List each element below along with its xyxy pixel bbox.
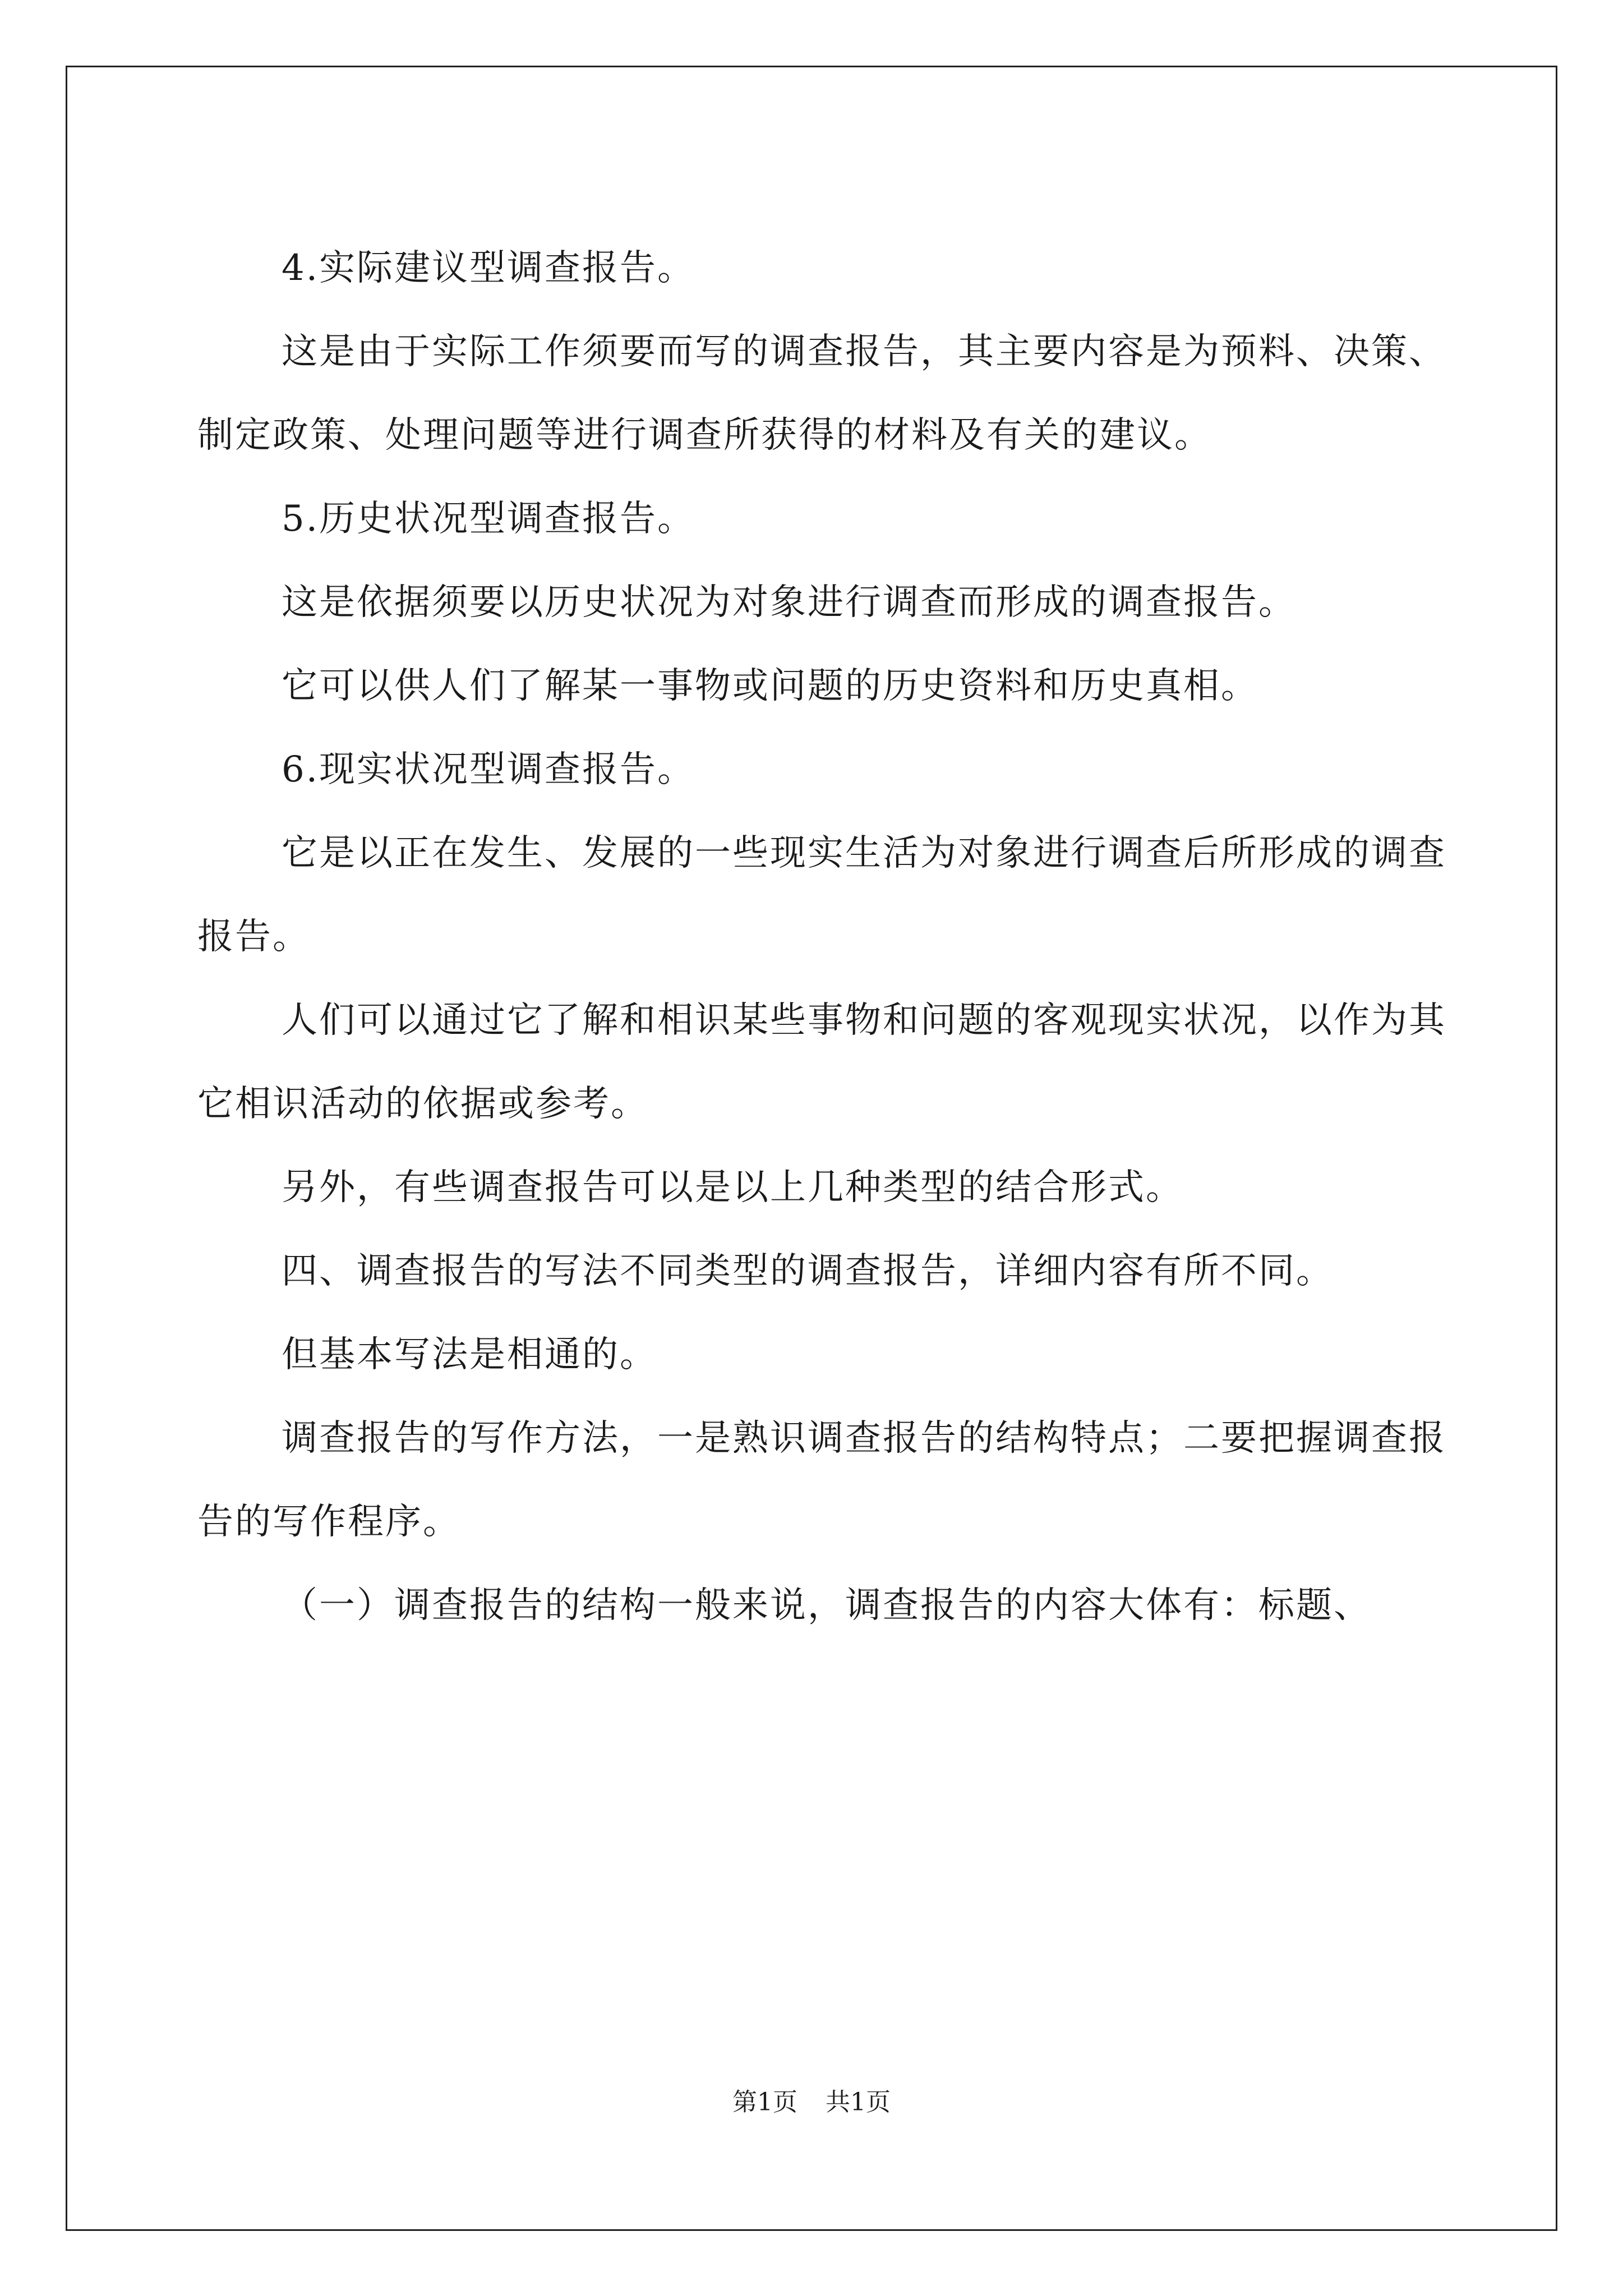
paragraph: 这是由于实际工作须要而写的调查报告，其主要内容是为预料、决策、制定政策、处理问题等进行调查所获得的材料及有关的建议。 <box>197 331 1446 456</box>
paragraph: 调查报告的写作方法，一是熟识调查报告的结构特点；二要把握调查报告的写作程序。 <box>197 1418 1446 1543</box>
page-footer <box>0 2086 1623 2119</box>
document-body <box>197 227 1448 1648</box>
page-number: 第1页 <box>732 2088 797 2116</box>
paragraph: 6.现实状况型调查报告。 <box>282 749 695 790</box>
paragraph: 这是依据须要以历史状况为对象进行调查而形成的调查报告。 <box>282 582 1296 623</box>
paragraph: 4.实际建议型调查报告。 <box>282 247 695 289</box>
paragraph: 四、调查报告的写法不同类型的调查报告，详细内容有所不同。 <box>282 1250 1334 1292</box>
paragraph: 5.历史状况型调查报告。 <box>282 498 695 540</box>
paragraph: （一）调查报告的结构一般来说，调查报告的内容大体有：标题、 <box>282 1585 1371 1626</box>
paragraph: 它可以供人们了解某一事物或问题的历史资料和历史真相。 <box>282 665 1258 707</box>
paragraph: 人们可以通过它了解和相识某些事物和问题的客观现实状况，以作为其它相识活动的依据或参考。 <box>197 1000 1446 1125</box>
page-total: 共1页 <box>826 2088 891 2116</box>
paragraph: 另外，有些调查报告可以是以上几种类型的结合形式。 <box>282 1167 1183 1208</box>
paragraph: 但基本写法是相通的。 <box>282 1334 657 1375</box>
paragraph: 它是以正在发生、发展的一些现实生活为对象进行调查后所形成的调查报告。 <box>197 832 1446 958</box>
